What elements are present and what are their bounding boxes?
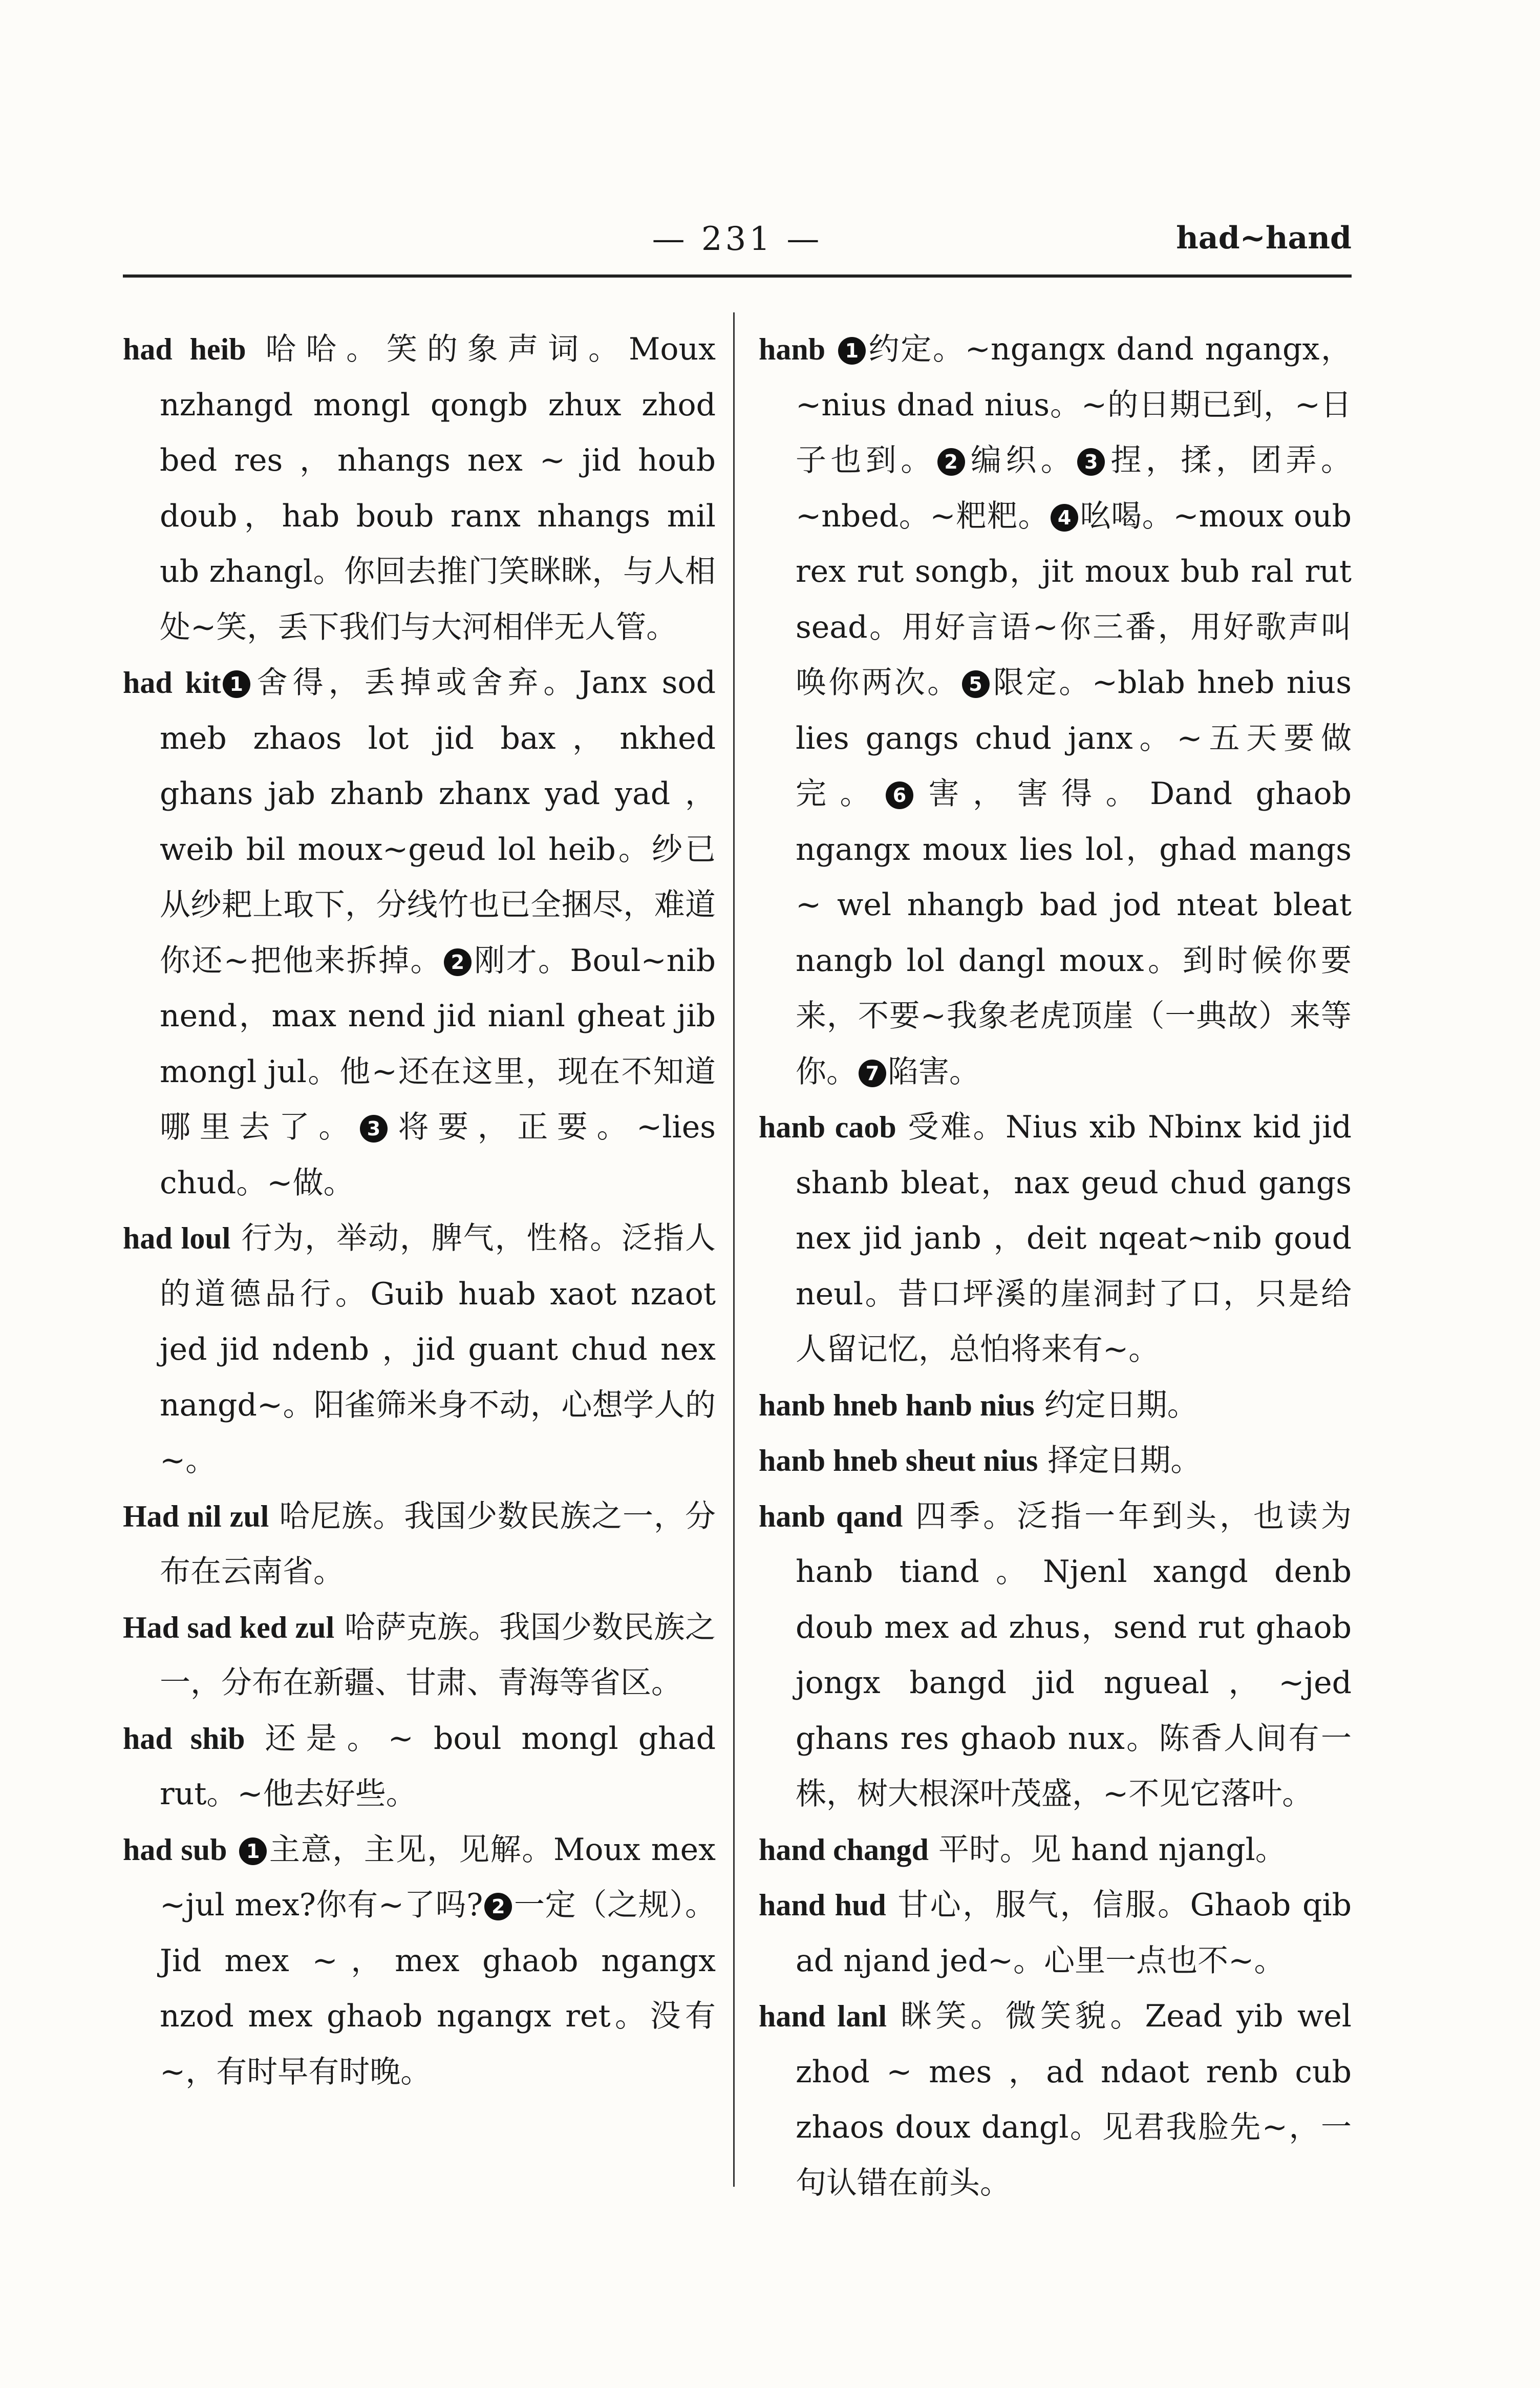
definition-text: 哈尼族。我国少数民族之一，分布在云南省。 (160, 1498, 716, 1590)
sense-number: 1 (838, 337, 866, 365)
definition-text: 受难。Nius xib Nbinx kid jid shanb bleat，nax geud chud gangs nex jid janb ，deit nqeat~nib goud neul。昔口坪溪的崖洞封了口，只是给人留记忆，总怕将来有~。 (796, 1109, 1352, 1367)
dictionary-entry (123, 1600, 716, 1711)
dictionary-entry (759, 1989, 1352, 2211)
sense-number: 2 (484, 1893, 512, 1920)
definition-text: 编织。 (966, 442, 1076, 478)
dictionary-entry (759, 1877, 1352, 1989)
sense-number: 2 (444, 948, 472, 976)
headword: had kit (123, 666, 221, 700)
sense-number: 4 (1051, 504, 1078, 532)
headword: hand hud (759, 1888, 886, 1922)
right-column (759, 322, 1352, 2211)
dictionary-entry (759, 1489, 1352, 1822)
dictionary-entry (123, 1489, 716, 1600)
definition-text: 舍得，丢掉或舍弃。Janx sod meb zhaos lot jid bax，nkhed ghans jab zhanb zhanx yad yad ，weib bil moux~geud lol heib。纱已从纱耙上取下，分线竹也已全捆尽，难道你还~把他来拆掉。 (160, 665, 716, 979)
running-head: had~hand (1176, 220, 1352, 256)
dictionary-entry (759, 1822, 1352, 1878)
definition-text: 约定日期。 (1034, 1387, 1198, 1423)
headword: hanb hneb hanb nius (759, 1388, 1035, 1422)
dictionary-entry (759, 1378, 1352, 1433)
definition-text: 约定。~ngangx dand ngangx，~nius dnad nius。~的日期已到，~日子也到。 (796, 331, 1352, 478)
definition-text: 哈哈。笑的象声词。Moux nzhangd mongl qongb zhux zhod bed res ，nhangs nex ~ jid houb doub，hab boub ranx nhangs mil ub zhangl。你回去推门笑眯眯，与人相处~笑，丢下我们与大河相伴无人管。 (160, 331, 716, 645)
sense-number: 1 (223, 670, 250, 698)
headword: Had nil zul (123, 1499, 269, 1533)
sense-number: 6 (886, 781, 913, 809)
dictionary-entry (123, 322, 716, 655)
dictionary-entry (123, 1211, 716, 1489)
headword: had shib (123, 1721, 245, 1756)
definition-text: 害，害得。Dand ghaob ngangx moux lies lol，ghad mangs ~ wel nhangb bad jod nteat bleat nangb lol dangl moux。到时候你要来，不要~我象老虎顶崖（一典故）来等你。 (796, 776, 1352, 1090)
definition-text: 哈萨克族。我国少数民族之一，分布在新疆、甘肃、青海等省区。 (160, 1609, 716, 1701)
definition-text: 四季。泛指一年到头，也读为 hanb tiand。Njenl xangd denb doub mex ad zhus，send rut ghaob jongx bangd jid ngueal，~jed ghans res ghaob nux。陈香人间有一株，树大根深叶茂盛，~不见它落叶。 (796, 1498, 1352, 1812)
dictionary-entry (759, 1433, 1352, 1489)
sense-number: 3 (360, 1115, 388, 1143)
dictionary-entry (123, 655, 716, 1211)
definition-text: 平时。见 hand njangl。 (928, 1831, 1286, 1868)
sense-number: 7 (859, 1060, 886, 1087)
headword: hanb hneb sheut nius (759, 1444, 1038, 1477)
sense-number: 1 (239, 1837, 267, 1865)
headword: had heib (123, 332, 246, 366)
definition-text: 主意，主见，见解。Moux mex ~jul mex?你有~了吗? (160, 1831, 716, 1923)
definition-text (825, 331, 837, 367)
sense-number: 2 (937, 448, 965, 476)
headword: had loul (123, 1221, 231, 1255)
definition-text: 陷害。 (888, 1053, 980, 1090)
definition-text: 还是。~ boul mongl ghad rut。~他去好些。 (160, 1720, 716, 1812)
dictionary-entry (759, 322, 1352, 1100)
definition-text (227, 1832, 238, 1868)
definition-text: 吆喝。~moux oub rex rut songb，jit moux bub ral rut sead。用好言语~你三番，用好歌声叫唤你两次。 (796, 498, 1352, 701)
definition-text: 捏，揉，团弄。~nbed。~粑粑。 (796, 442, 1352, 534)
definition-text: 眯笑。微笑貌。Zead yib wel zhod ~ mes ，ad ndaot renb cub zhaos doux dangl。见君我脸先~，一句认错在前头。 (796, 1998, 1352, 2201)
header-rule (123, 274, 1352, 278)
dictionary-entry (123, 1822, 716, 2100)
dictionary-entry (759, 1100, 1352, 1378)
left-column (123, 322, 716, 2100)
headword: hand lanl (759, 1999, 887, 2033)
dictionary-entry (123, 1711, 716, 1822)
column-divider (733, 312, 735, 2187)
definition-text: 刚才。Boul~nib nend，max nend jid nianl gheat jib mongl jul。他~还在这里，现在不知道哪里去了。 (160, 942, 716, 1145)
headword: Had sad ked zul (123, 1610, 335, 1644)
definition-text: 行为，举动，脾气，性格。泛指人的道德品行。Guib huab xaot nzaot jed jid ndenb ，jid guant chud nex nangd~。阳雀筛米身不动，心想学人的~。 (160, 1220, 716, 1478)
definition-text: 将要，正要。~lies chud。~做。 (160, 1109, 716, 1201)
page-number: — 231 — (652, 220, 823, 258)
definition-text: 择定日期。 (1038, 1443, 1202, 1478)
sense-number: 5 (962, 670, 990, 698)
headword: hanb caob (759, 1110, 896, 1144)
page-header (123, 215, 1352, 266)
sense-number: 3 (1077, 448, 1105, 476)
definition-text: 一定（之规）。Jid mex ~，mex ghaob ngangx nzod mex ghaob ngangx ret。没有~，有时早有时晚。 (160, 1887, 716, 2090)
headword: hanb (759, 332, 826, 366)
definition-text: 限定。~blab hneb nius lies gangs chud janx。~五天要做完。 (796, 665, 1352, 812)
definition-text: 甘心，服气，信服。Ghaob qib ad njand jed~。心里一点也不~。 (796, 1887, 1352, 1979)
headword: hanb qand (759, 1499, 903, 1533)
headword: had sub (123, 1832, 227, 1867)
headword: hand changd (759, 1832, 929, 1867)
